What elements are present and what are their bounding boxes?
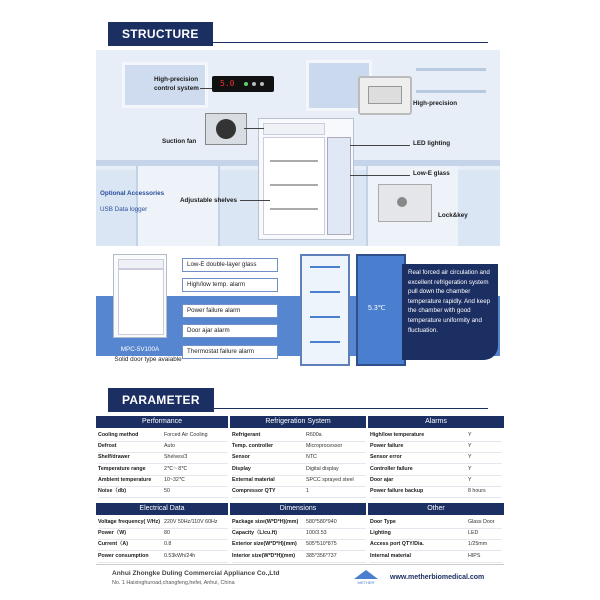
param-key: Lighting xyxy=(370,530,391,537)
label-control-line2: control system xyxy=(154,85,199,92)
param-row xyxy=(232,486,366,498)
footer-address: No. 1 Haixinghuroad,changfeng,hefei, Anhui, China xyxy=(112,580,235,586)
param-value: Shelves/3 xyxy=(164,454,188,461)
param-key: Controller failure xyxy=(370,465,413,472)
leader-line xyxy=(350,145,410,146)
param-value: Y xyxy=(468,432,472,438)
param-value: Y xyxy=(468,454,472,461)
param-value: 100/3.53 xyxy=(306,530,327,537)
param-row xyxy=(98,528,228,540)
param-row xyxy=(370,528,502,540)
param-key: Capacity（L/cu.ft) xyxy=(232,530,278,537)
param-value: Y xyxy=(468,476,472,483)
feature-door-ajar: Door ajar alarm xyxy=(182,324,278,338)
feature-power-failure: Power failure alarm xyxy=(182,304,278,318)
param-row xyxy=(232,539,366,551)
label-led-lighting: LED lighting xyxy=(413,140,451,147)
leader-line xyxy=(244,128,264,129)
param-row xyxy=(232,464,366,476)
param-value: 50 xyxy=(164,488,170,494)
param-key: Power failure xyxy=(370,443,404,450)
param-key: Refrigerant xyxy=(232,432,261,438)
param-value: 8 hours xyxy=(468,488,486,494)
param-row xyxy=(232,441,366,453)
param-key: Defrost xyxy=(98,443,117,450)
param-row xyxy=(98,475,228,487)
param-row xyxy=(370,486,502,498)
param-key: Exterior size(W*D*H)(mm) xyxy=(232,541,297,548)
param-row xyxy=(370,475,502,487)
control-panel xyxy=(212,76,274,92)
param-value: LED xyxy=(468,530,479,537)
param-key: Package size(W*D*H)(mm) xyxy=(232,519,299,525)
param-row xyxy=(232,517,366,529)
param-key: Cooling method xyxy=(98,432,139,438)
param-key: Ambient temperature xyxy=(98,476,152,483)
param-value: HIPS xyxy=(468,552,481,559)
leader-line xyxy=(240,200,270,201)
label-low-e-glass: Low-E glass xyxy=(413,170,450,177)
suction-fan-image xyxy=(205,113,247,145)
param-row xyxy=(232,551,366,563)
label-adjustable-shelves: Adjustable shelves xyxy=(180,197,238,204)
param-value: SPCC sprayed steel xyxy=(306,476,354,483)
param-key: Current（A) xyxy=(98,541,129,548)
feature-low-e-glass: Low-E double-layer glass xyxy=(182,258,278,272)
solid-door-fridge-image xyxy=(113,254,167,338)
param-row xyxy=(370,441,502,453)
label-lock-key: Lock&key xyxy=(438,212,468,219)
param-key: Sensor error xyxy=(370,454,402,461)
param-row xyxy=(232,452,366,464)
param-row xyxy=(98,441,228,453)
param-row xyxy=(370,539,502,551)
param-key: Noise（db) xyxy=(98,488,126,494)
param-key: Access port QTY/Dia. xyxy=(370,541,424,548)
param-key: Display xyxy=(232,465,251,472)
chamber-temp-readout: 5.3℃ xyxy=(368,305,386,312)
header-performance: Performance xyxy=(96,416,228,428)
param-value: 220V 50Hz/110V 60Hz xyxy=(164,519,218,525)
param-value: Microprocessor xyxy=(306,443,343,450)
param-value: 0.53kWh/24h xyxy=(164,552,196,559)
param-row xyxy=(370,517,502,529)
param-value: Glass Door xyxy=(468,519,495,525)
airflow-diagram xyxy=(300,254,350,366)
parameter-divider xyxy=(108,408,488,409)
leader-line xyxy=(200,88,212,89)
param-value: 580*580*940 xyxy=(306,519,337,525)
param-row xyxy=(370,430,502,442)
param-row xyxy=(232,430,366,442)
param-row xyxy=(98,517,228,529)
param-key: High/low temperature xyxy=(370,432,425,438)
param-row xyxy=(370,551,502,563)
param-key: Door ajar xyxy=(370,476,394,483)
param-row xyxy=(98,464,228,476)
footer-website[interactable]: www.metherbiomedical.com xyxy=(390,574,485,581)
footer-company: Anhui Zhongke Duling Commercial Appliance Co.,Ltd xyxy=(112,570,280,577)
chamber-temp-diagram xyxy=(356,254,406,366)
param-key: Voltage frequency( V/Hz) xyxy=(98,519,161,525)
param-row xyxy=(98,539,228,551)
param-row xyxy=(232,528,366,540)
header-other: Other xyxy=(368,503,504,515)
lock-image xyxy=(378,184,432,222)
param-key: Door Type xyxy=(370,519,396,525)
param-key: Sensor xyxy=(232,454,250,461)
header-dimensions: Dimensions xyxy=(230,503,366,515)
param-value: Y xyxy=(468,465,472,472)
param-row xyxy=(98,452,228,464)
param-value: Y xyxy=(468,443,472,450)
parameter-heading: PARAMETER xyxy=(108,388,214,412)
label-optional-accessories: Optional Accessories xyxy=(100,190,165,197)
airflow-description-box xyxy=(402,264,498,360)
param-value: 1/25mm xyxy=(468,541,488,548)
param-value: 80 xyxy=(164,530,170,537)
model-label: MPC-5V100A xyxy=(120,346,160,353)
label-usb-logger: USB Data logger xyxy=(100,206,148,213)
param-row xyxy=(98,430,228,442)
structure-divider xyxy=(108,42,488,43)
param-key: Power（W) xyxy=(98,530,126,537)
param-key: Power consumption xyxy=(98,552,149,559)
fridge-image xyxy=(258,118,354,240)
footer-divider xyxy=(96,564,504,565)
param-value: 2℃～8℃ xyxy=(164,465,188,472)
header-electrical: Electrical Data xyxy=(96,503,228,515)
param-value: Auto xyxy=(164,443,175,450)
airflow-description-text: Real forced air circulation and excellent refrigeration system pull down the chamber temperature rapidly. And keep the chamber with good temperature uniformity and fluctuation. xyxy=(408,269,491,334)
param-key: Power failure backup xyxy=(370,488,424,494)
feature-thermostat: Thermostat failure alarm xyxy=(182,345,278,359)
param-key: Interior size(W*D*H)(mm) xyxy=(232,552,295,559)
brand-name: METHER xyxy=(357,580,375,585)
param-row xyxy=(98,486,228,498)
param-row xyxy=(232,475,366,487)
feature-temp-alarm: High/low temp. alarm xyxy=(182,278,278,292)
param-value: NTC xyxy=(306,454,317,461)
param-value: Digital display xyxy=(306,465,339,472)
param-value: 10~32℃ xyxy=(164,476,185,483)
structure-heading: STRUCTURE xyxy=(108,22,213,46)
param-value: 505*510*875 xyxy=(306,541,337,548)
param-value: 1 xyxy=(306,488,309,494)
brand-logo xyxy=(352,570,380,588)
param-key: Compressor QTY xyxy=(232,488,276,494)
param-key: Internal material xyxy=(370,552,411,559)
control-display-readout: 5.0 xyxy=(220,79,235,88)
label-control-line1: High-precision xyxy=(154,76,199,83)
solid-door-note: Solid door type avaiable xyxy=(114,356,182,363)
param-row xyxy=(370,464,502,476)
param-key: Temp. controller xyxy=(232,443,274,450)
label-suction-fan: Suction fan xyxy=(162,138,197,145)
header-refrigeration: Refrigeration System xyxy=(230,416,366,428)
high-precision-controller-image xyxy=(358,76,412,115)
leader-line xyxy=(350,175,410,176)
param-value: R600a xyxy=(306,432,322,438)
param-key: External material xyxy=(232,476,275,483)
label-high-precision: High-precision xyxy=(413,100,458,107)
param-key: Shelf/drawer xyxy=(98,454,130,461)
param-value: Forced Air Cooling xyxy=(164,432,208,438)
param-key: Temperature range xyxy=(98,465,146,472)
header-alarms: Alarms xyxy=(368,416,504,428)
param-row xyxy=(370,452,502,464)
param-value: 385*356*737 xyxy=(306,552,337,559)
param-row xyxy=(98,551,228,563)
param-value: 0.8 xyxy=(164,541,172,548)
